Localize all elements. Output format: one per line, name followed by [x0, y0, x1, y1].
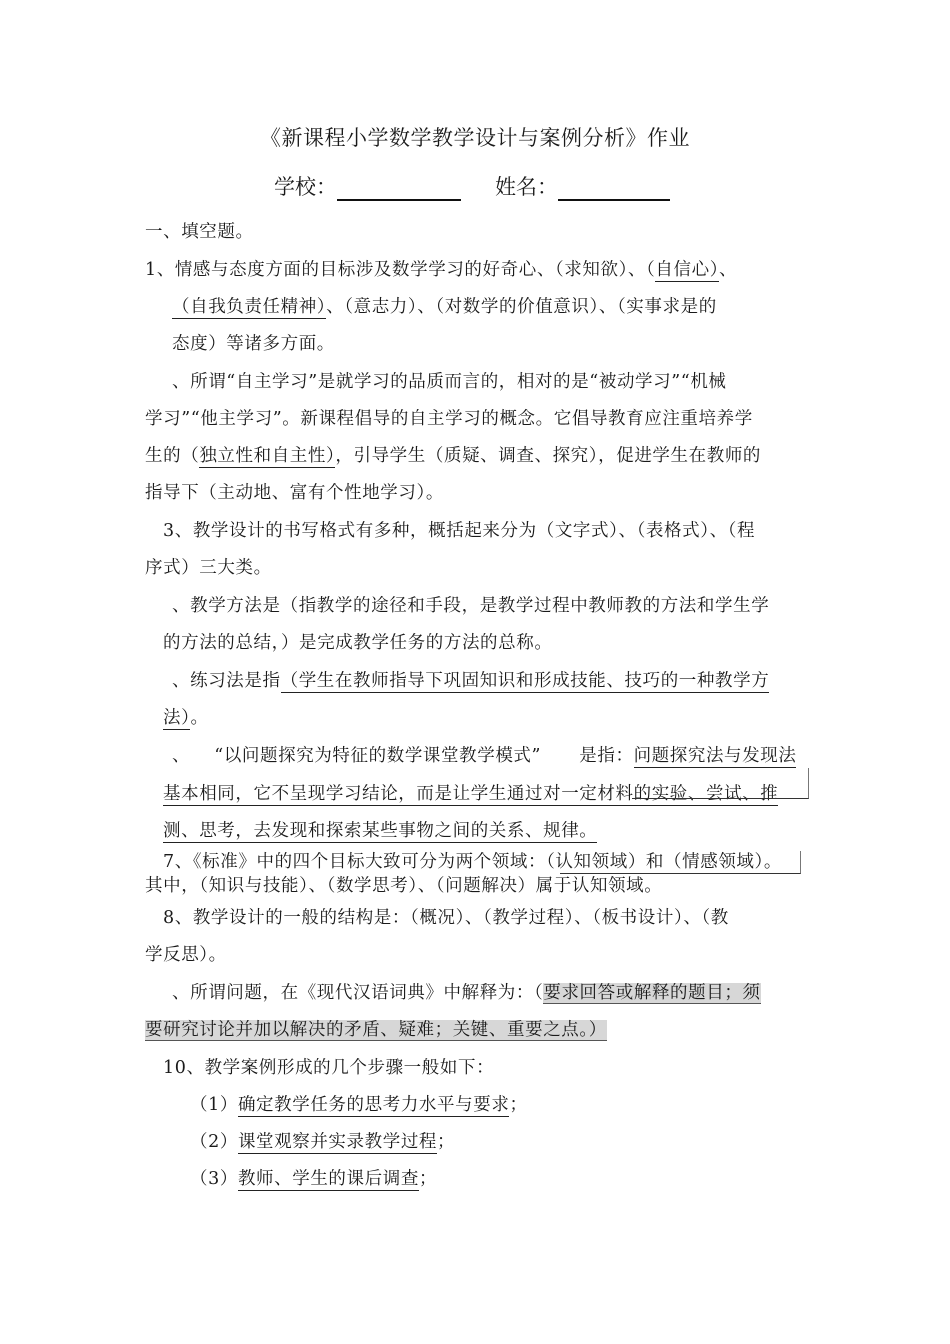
question-1-text-2: 、（意志力）、（对数学的价值意识）、（实事求是的	[326, 297, 717, 317]
question-9-line-2	[145, 1019, 607, 1041]
step-1	[190, 1094, 528, 1116]
step-1-number: （1）	[190, 1095, 238, 1115]
question-2-text-2: ，引导学生（质疑、调查、探究），促进学生在教师的	[335, 446, 762, 466]
answer-question-definition: 要求回答或解释的题目；须	[543, 983, 761, 1003]
answer-zixinxin: 自信心）	[655, 260, 720, 280]
answer-practice-method: （学生在教师指导下巩固知识和形成技能、技巧的一种教学方	[280, 671, 770, 691]
question-5-period: 。	[190, 708, 209, 728]
question-6-number: 、	[172, 746, 191, 766]
question-4-line-2: 的方法的总结，）是完成教学任务的方法的总称。	[163, 633, 553, 653]
question-1-sep: 、	[719, 260, 738, 280]
question-2-line-1: 、所谓“自主学习”是就学习的品质而言的，相对的是“被动学习”“机械	[172, 372, 727, 392]
answer-box-q6	[632, 768, 809, 799]
question-7-line-2: 其中，（知识与技能）、（数学思考）、（问题解决）属于认知领域。	[145, 876, 663, 896]
header-fields	[274, 171, 670, 201]
page-title: 《新课程小学数学教学设计与案例分析》作业	[260, 126, 690, 150]
question-2-line-3	[145, 445, 761, 467]
step-2	[190, 1131, 455, 1153]
question-2-text: 生的（	[145, 446, 200, 466]
answer-question-definition-2: 要研究讨论并加以解决的矛盾、疑难；关键、重要之点。）	[145, 1020, 607, 1040]
question-5-text: 、练习法是指	[172, 671, 281, 691]
question-2-line-2: 学习”“他主学习”。新课程倡导的自主学习的概念。它倡导教育应注重培养学	[145, 409, 753, 429]
answer-inquiry-model: 问题探究法与发现法	[633, 746, 797, 766]
name-label: 姓名：	[495, 175, 558, 199]
question-3-line-2: 序式）三大类。	[145, 558, 272, 578]
step-2-text: 课堂观察并实录教学过程	[237, 1132, 438, 1152]
question-6-quote: “以问题探究为特征的数学课堂教学模式”	[214, 746, 542, 766]
answer-inquiry-model-3: 测、思考，去发现和探索某些事物之间的关系、规律。	[163, 821, 598, 841]
question-5-line-1	[172, 670, 769, 692]
answer-box-q7	[560, 851, 801, 874]
question-1-line-2	[172, 296, 717, 318]
step-3-end: ；	[418, 1169, 438, 1189]
answer-practice-method-end: 法）	[163, 708, 191, 728]
step-2-end: ；	[437, 1132, 456, 1152]
question-1-line-1	[145, 259, 737, 281]
answer-independence: 独立性和自主性）	[199, 446, 336, 466]
step-3-text: 教师、学生的课后调查	[237, 1169, 419, 1189]
question-8-line-1: 8、教学设计的一般的结构是：（概况）、（教学过程）、（板书设计）、（教	[163, 908, 729, 928]
question-8-line-2: 学反思）。	[145, 945, 227, 965]
answer-self-responsibility: （自我负责任精神）	[172, 297, 327, 317]
question-6-text: 是指：	[579, 746, 634, 766]
question-4-line-1: 、教学方法是（指教学的途径和手段，是教学过程中教师教的方法和学生学	[172, 596, 770, 616]
section-heading: 一、填空题。	[145, 222, 254, 242]
question-9-text: 、所谓问题，在《现代汉语词典》中解释为：（	[172, 983, 544, 1003]
step-2-number: （2）	[190, 1132, 238, 1152]
school-label: 学校：	[274, 175, 337, 199]
question-6-line-3	[163, 820, 597, 842]
question-5-line-2	[163, 707, 209, 729]
school-blank[interactable]	[337, 171, 461, 201]
name-blank[interactable]	[558, 171, 670, 201]
question-10-heading: 10、教学案例形成的几个步骤一般如下：	[163, 1058, 495, 1078]
step-1-text: 确定教学任务的思考力水平与要求	[237, 1095, 510, 1115]
answer-inquiry-model-2: 基本相同，它不呈现学习结论，而是让学生通过对一定材料的实验、尝试、推	[163, 784, 779, 804]
step-3-number: （3）	[190, 1169, 238, 1189]
step-1-end: ；	[509, 1095, 528, 1115]
question-7-line-1: 7、《标准》中的四个目标大致可分为两个领域：（认知领域）和（情感领域）。	[163, 852, 782, 872]
question-3-line-1: 3、教学设计的书写格式有多种，概括起来分为（文字式）、（表格式）、（程	[163, 521, 756, 541]
question-1-text: 1、情感与态度方面的目标涉及数学学习的好奇心、（求知欲）、（	[145, 260, 656, 280]
question-2-line-4: 指导下（主动地、富有个性地学习）。	[145, 483, 444, 503]
question-9-line-1	[172, 982, 761, 1004]
step-3	[190, 1168, 437, 1190]
question-1-line-3: 态度）等诸多方面。	[172, 334, 335, 354]
question-6-line-1	[172, 745, 796, 767]
